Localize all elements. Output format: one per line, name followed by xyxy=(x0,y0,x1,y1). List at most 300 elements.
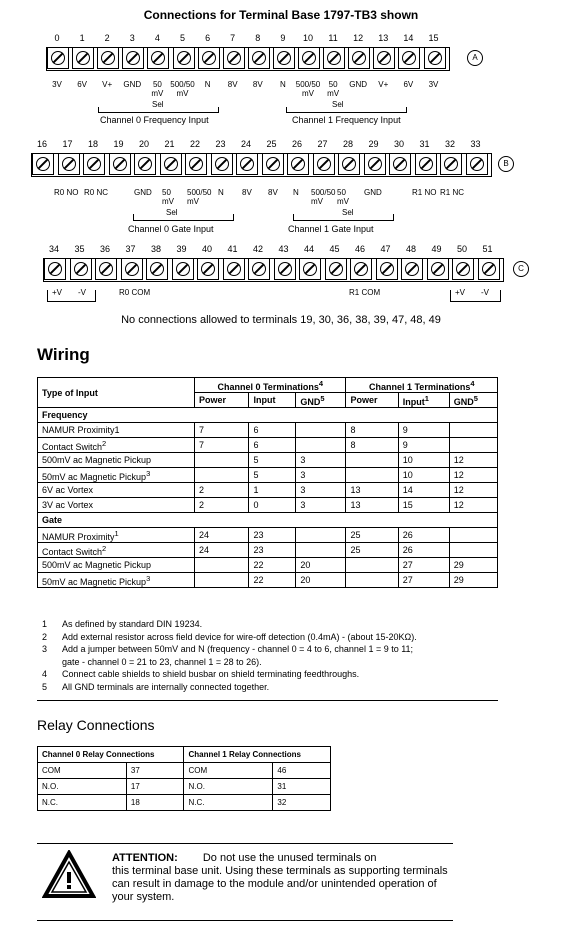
terminal-number: 10 xyxy=(302,33,313,43)
screw-head xyxy=(101,51,115,65)
footnote-text: Add a jumper between 50mV and N (frequency - channel 0 = 4 to 6, channel 1 = 9 to 11; xyxy=(62,644,414,654)
screw-head xyxy=(177,51,191,65)
screw-head xyxy=(189,157,203,171)
terminal-cell: 25 xyxy=(346,543,398,558)
terminal-screw xyxy=(424,47,446,69)
terminal-number: 24 xyxy=(240,139,251,149)
terminal-screw xyxy=(398,47,420,69)
minus-v-label: -V xyxy=(481,288,489,297)
footnote-text: As defined by standard DIN 19234. xyxy=(62,619,203,629)
relay-header-ch1: Channel 1 Relay Connections xyxy=(184,747,331,763)
r1-com-label: R1 COM xyxy=(349,288,381,297)
terminal-cell: 3 xyxy=(296,498,346,513)
terminal-number: 35 xyxy=(74,244,85,254)
terminal-cell: 1 xyxy=(249,483,296,498)
terminal-screw xyxy=(44,258,66,280)
footnote-text: All GND terminals are internally connected together. xyxy=(62,681,270,692)
terminal-number: 22 xyxy=(189,139,200,149)
terminal-screw xyxy=(185,153,207,175)
terminal-screw xyxy=(401,258,423,280)
terminal-number: 37 xyxy=(125,244,136,254)
terminal-cell: 2 xyxy=(195,498,249,513)
screw-head xyxy=(402,51,416,65)
terminal-screw xyxy=(350,258,372,280)
terminal-cell: 25 xyxy=(346,528,398,543)
terminal-label: R0 NO xyxy=(54,188,79,197)
terminal-number: 9 xyxy=(280,33,286,43)
group-label: Channel 0 Gate Input xyxy=(128,224,214,234)
sel-label: Sel xyxy=(342,208,354,217)
screw-head xyxy=(291,157,305,171)
table-row xyxy=(38,795,331,811)
terminal-screw xyxy=(298,47,320,69)
table-row xyxy=(38,528,498,543)
terminal-number: 33 xyxy=(470,139,481,149)
footnote-divider xyxy=(37,700,498,701)
screw-head xyxy=(456,262,470,276)
screw-head xyxy=(76,51,90,65)
terminal-cell: 27 xyxy=(398,573,449,588)
terminal-cell: 8 xyxy=(346,438,398,453)
terminal-screw xyxy=(364,153,386,175)
terminal-number: 34 xyxy=(48,244,59,254)
terminal-screw xyxy=(223,47,245,69)
relay-cell: 31 xyxy=(273,779,331,795)
terminal-screw xyxy=(248,258,270,280)
page-title: Connections for Terminal Base 1797-TB3 shown xyxy=(143,8,419,22)
terminal-number: 8 xyxy=(255,33,261,43)
bracket-line xyxy=(98,112,218,113)
terminal-number: 2 xyxy=(104,33,110,43)
terminal-label: 500/50 mV xyxy=(295,80,321,98)
terminal-screw xyxy=(32,153,54,175)
terminal-cell: 22 xyxy=(249,573,296,588)
terminal-screw xyxy=(47,47,69,69)
terminal-number: 41 xyxy=(227,244,238,254)
terminal-number: 27 xyxy=(317,139,328,149)
terminal-cell xyxy=(449,543,497,558)
bracket-line xyxy=(450,290,451,302)
terminal-cell: 20 xyxy=(296,573,346,588)
terminal-cell xyxy=(195,573,249,588)
bracket-line xyxy=(218,107,219,113)
terminal-label: GND xyxy=(123,80,142,89)
terminal-label: 500/50 mV xyxy=(311,188,336,206)
relay-cell: N.O. xyxy=(38,779,127,795)
terminal-cell xyxy=(346,468,398,483)
terminal-screw xyxy=(223,258,245,280)
screw-head xyxy=(278,262,292,276)
relay-cell: N.C. xyxy=(184,795,273,811)
group-label: Channel 1 Frequency Input xyxy=(292,115,401,125)
screw-head xyxy=(87,157,101,171)
terminal-number: 23 xyxy=(215,139,226,149)
terminal-cell: 7 xyxy=(195,423,249,438)
terminal-number: 51 xyxy=(482,244,493,254)
screw-head xyxy=(113,157,127,171)
terminal-number: 25 xyxy=(266,139,277,149)
terminal-cell: 6 xyxy=(249,438,296,453)
terminal-cell xyxy=(346,573,398,588)
screw-head xyxy=(327,51,341,65)
screw-head xyxy=(405,262,419,276)
input-type-cell: 3V ac Vortex xyxy=(38,498,195,513)
terminal-screw xyxy=(273,47,295,69)
bracket-line xyxy=(98,107,99,113)
footnote-number: 2 xyxy=(42,631,48,642)
screw-head xyxy=(151,51,165,65)
terminal-screw xyxy=(211,153,233,175)
screw-head xyxy=(240,157,254,171)
screw-head xyxy=(277,51,291,65)
terminal-number: 4 xyxy=(154,33,160,43)
input-type-cell: NAMUR Proximity1 xyxy=(38,423,195,438)
terminal-screw xyxy=(147,47,169,69)
terminal-number: 48 xyxy=(405,244,416,254)
screw-head xyxy=(342,157,356,171)
terminal-cell xyxy=(449,438,497,453)
row-letter: B xyxy=(498,156,514,172)
terminal-screw xyxy=(299,258,321,280)
table-row xyxy=(38,543,498,558)
terminal-cell xyxy=(296,423,346,438)
input-type-cell: 50mV ac Magnetic Pickup$^3$ xyxy=(38,468,195,483)
terminal-number: 46 xyxy=(354,244,365,254)
terminal-screw xyxy=(58,153,80,175)
screw-head xyxy=(51,51,65,65)
table-row xyxy=(38,438,498,453)
relay-cell: 46 xyxy=(273,763,331,779)
terminal-number: 3 xyxy=(129,33,135,43)
relay-heading: Relay Connections xyxy=(37,717,155,733)
terminal-screw xyxy=(83,153,105,175)
terminal-number: 17 xyxy=(62,139,73,149)
terminal-screw xyxy=(172,258,194,280)
screw-head xyxy=(227,262,241,276)
footnote-number: 5 xyxy=(42,681,48,692)
terminal-number: 30 xyxy=(393,139,404,149)
terminal-cell: 20 xyxy=(296,558,346,573)
plus-v-label: +V xyxy=(455,288,466,297)
terminal-label: GND xyxy=(364,188,382,197)
sel-label: Sel xyxy=(166,208,178,217)
terminal-cell: 10 xyxy=(398,453,449,468)
terminal-screw xyxy=(121,258,143,280)
terminal-strip xyxy=(43,258,504,282)
footnote-number: 3 xyxy=(42,644,48,654)
terminal-cell: 29 xyxy=(449,558,497,573)
screw-head xyxy=(354,262,368,276)
terminal-screw xyxy=(323,47,345,69)
terminal-screw xyxy=(262,153,284,175)
terminal-number: 42 xyxy=(252,244,263,254)
table-row xyxy=(38,573,498,588)
screw-head xyxy=(393,157,407,171)
terminal-cell xyxy=(195,558,249,573)
footnote-number: 4 xyxy=(42,669,48,679)
input-type-cell: NAMUR Proximity$^1$ xyxy=(38,528,195,543)
terminal-cell: 2 xyxy=(195,483,249,498)
terminal-cell: 3 xyxy=(296,453,346,468)
warning-icon xyxy=(42,850,96,900)
terminal-cell: 12 xyxy=(449,453,497,468)
screw-head xyxy=(303,262,317,276)
no-connections-note: No connections allowed to terminals 19, 30, 36, 38, 39, 47, 48, 49 xyxy=(121,314,441,326)
terminal-number: 5 xyxy=(179,33,185,43)
terminal-label: 500/50 mV xyxy=(187,188,212,206)
terminal-number: 39 xyxy=(176,244,187,254)
terminal-number: 12 xyxy=(353,33,364,43)
terminal-screw xyxy=(72,47,94,69)
input-type-cell: 50mV ac Magnetic Pickup$^3$ xyxy=(38,573,195,588)
relay-cell: COM xyxy=(184,763,273,779)
table-row xyxy=(38,468,498,483)
wiring-table xyxy=(37,377,498,588)
terminal-cell: 24 xyxy=(195,528,249,543)
terminal-screw xyxy=(122,47,144,69)
screw-head xyxy=(428,51,442,65)
terminal-screw xyxy=(134,153,156,175)
relay-cell: 17 xyxy=(126,779,184,795)
terminal-label: R1 NO xyxy=(412,188,437,197)
terminal-number: 29 xyxy=(368,139,379,149)
terminal-label: GND xyxy=(349,80,368,89)
terminal-screw xyxy=(338,153,360,175)
terminal-cell: 9 xyxy=(398,438,449,453)
terminal-screw xyxy=(466,153,488,175)
screw-head xyxy=(99,262,113,276)
terminal-screw xyxy=(97,47,119,69)
terminal-cell xyxy=(346,558,398,573)
terminal-number: 40 xyxy=(201,244,212,254)
terminal-number: 19 xyxy=(113,139,124,149)
table-row xyxy=(38,453,498,468)
screw-head xyxy=(444,157,458,171)
terminal-cell: 23 xyxy=(249,543,296,558)
terminal-label: 6V xyxy=(403,80,414,89)
terminal-number: 6 xyxy=(205,33,211,43)
divider-bottom xyxy=(37,920,453,921)
terminal-cell: 7 xyxy=(195,438,249,453)
screw-head xyxy=(164,157,178,171)
relay-cell: 32 xyxy=(273,795,331,811)
sub-input: Input xyxy=(249,393,296,408)
table-row xyxy=(38,558,498,573)
terminal-cell: 8 xyxy=(346,423,398,438)
terminal-cell xyxy=(296,438,346,453)
terminal-cell: 9 xyxy=(398,423,449,438)
input-type-cell: 500mV ac Magnetic Pickup xyxy=(38,558,195,573)
terminal-label: R1 NC xyxy=(440,188,465,197)
sub-power: Power xyxy=(346,393,398,408)
header-type: Type of Input xyxy=(38,378,195,408)
screw-head xyxy=(377,51,391,65)
terminal-screw xyxy=(146,258,168,280)
relay-cell: COM xyxy=(38,763,127,779)
sel-label: Sel xyxy=(152,100,164,109)
terminal-label: 50 mV xyxy=(327,80,340,98)
bracket-line xyxy=(450,301,500,302)
screw-head xyxy=(74,262,88,276)
terminal-screw xyxy=(197,258,219,280)
bracket-line xyxy=(47,301,95,302)
relay-cell: N.C. xyxy=(38,795,127,811)
screw-head xyxy=(138,157,152,171)
screw-head xyxy=(302,51,316,65)
terminal-label: R0 NC xyxy=(84,188,109,197)
sub-input: Input$^1$ xyxy=(398,393,449,408)
terminal-screw xyxy=(478,258,500,280)
terminal-cell xyxy=(296,528,346,543)
terminal-number: 21 xyxy=(164,139,175,149)
screw-head xyxy=(36,157,50,171)
terminal-label: 3V xyxy=(52,80,62,89)
table-row xyxy=(38,498,498,513)
screw-head xyxy=(62,157,76,171)
terminal-number: 45 xyxy=(329,244,340,254)
wiring-heading: Wiring xyxy=(37,345,90,364)
screw-head xyxy=(352,51,366,65)
terminal-screw xyxy=(287,153,309,175)
terminal-number: 38 xyxy=(150,244,161,254)
terminal-cell: 22 xyxy=(249,558,296,573)
terminal-cell: 15 xyxy=(398,498,449,513)
terminal-cell xyxy=(449,528,497,543)
bracket-line xyxy=(233,214,234,221)
terminal-cell: 23 xyxy=(249,528,296,543)
terminal-strip xyxy=(31,153,492,177)
terminal-label: 500/50 mV xyxy=(170,80,195,98)
terminal-number: 15 xyxy=(428,33,439,43)
terminal-screw xyxy=(348,47,370,69)
terminal-number: 0 xyxy=(54,33,60,43)
terminal-screw xyxy=(173,47,195,69)
sub-gnd: GND$^5$ xyxy=(449,393,497,408)
terminal-cell: 13 xyxy=(346,498,398,513)
divider-top xyxy=(37,843,453,844)
terminal-label: N xyxy=(293,188,299,197)
bracket-line xyxy=(133,220,233,221)
terminal-label: V+ xyxy=(378,80,389,89)
sel-label: Sel xyxy=(332,100,344,109)
bracket-line xyxy=(286,107,287,113)
terminal-cell: 5 xyxy=(249,468,296,483)
bracket-line xyxy=(500,290,501,302)
terminal-cell: 6 xyxy=(249,423,296,438)
screw-head xyxy=(470,157,484,171)
terminal-number: 43 xyxy=(278,244,289,254)
terminal-label: GND xyxy=(134,188,152,197)
screw-head xyxy=(380,262,394,276)
terminal-number: 36 xyxy=(99,244,110,254)
footnote-number: 1 xyxy=(42,619,48,629)
bracket-line xyxy=(133,214,134,221)
terminal-number: 16 xyxy=(36,139,47,149)
input-type-cell: Contact Switch$^2$ xyxy=(38,438,195,453)
terminal-screw xyxy=(160,153,182,175)
terminal-screw xyxy=(427,258,449,280)
terminal-cell: 13 xyxy=(346,483,398,498)
terminal-screw xyxy=(373,47,395,69)
relay-cell: 37 xyxy=(126,763,184,779)
terminal-number: 7 xyxy=(230,33,236,43)
table-row xyxy=(38,483,498,498)
terminal-cell: 29 xyxy=(449,573,497,588)
row-letter: A xyxy=(467,50,483,66)
terminal-label: 50 mV xyxy=(151,80,164,98)
terminal-label: 3V xyxy=(428,80,439,89)
terminal-screw xyxy=(440,153,462,175)
footnote-text: Connect cable shields to shield busbar on shield terminating feedthroughs. xyxy=(62,669,360,679)
terminal-cell xyxy=(346,453,398,468)
screw-head xyxy=(202,51,216,65)
screw-head xyxy=(329,262,343,276)
plus-v-label: +V xyxy=(52,288,63,297)
footnote-text: Add external resistor across field device for wire-off detection (0.4mA) - (about 15-20KΩ). xyxy=(62,631,417,642)
terminal-number: 13 xyxy=(378,33,389,43)
terminal-cell: 14 xyxy=(398,483,449,498)
screw-head xyxy=(48,262,62,276)
table-row xyxy=(38,763,331,779)
input-type-cell: 500mV ac Magnetic Pickup xyxy=(38,453,195,468)
terminal-label: 6V xyxy=(77,80,87,89)
terminal-cell: 5 xyxy=(249,453,296,468)
terminal-cell: 10 xyxy=(398,468,449,483)
terminal-label: N xyxy=(280,80,286,89)
screw-head xyxy=(227,51,241,65)
terminal-label: 8V xyxy=(252,80,263,89)
group-label: Channel 0 Frequency Input xyxy=(100,115,209,125)
terminal-screw xyxy=(274,258,296,280)
terminal-screw xyxy=(415,153,437,175)
screw-head xyxy=(215,157,229,171)
header-ch1: Channel 1 Terminations$^4$ xyxy=(346,378,498,393)
terminal-cell xyxy=(449,423,497,438)
input-type-cell: Contact Switch$^2$ xyxy=(38,543,195,558)
terminal-number: 28 xyxy=(342,139,353,149)
terminal-number: 1 xyxy=(79,33,85,43)
terminal-number: 26 xyxy=(291,139,302,149)
terminal-number: 11 xyxy=(328,33,338,43)
terminal-number: 47 xyxy=(380,244,391,254)
terminal-number: 50 xyxy=(456,244,467,254)
relay-cell: N.O. xyxy=(184,779,273,795)
screw-head xyxy=(368,157,382,171)
group-label: Channel 1 Gate Input xyxy=(288,224,374,234)
screw-head xyxy=(125,262,139,276)
bracket-line xyxy=(393,214,394,221)
terminal-label: V+ xyxy=(102,80,113,89)
bracket-line xyxy=(286,112,406,113)
terminal-cell: 12 xyxy=(449,498,497,513)
table-row xyxy=(38,423,498,438)
terminal-label: 50 mV xyxy=(162,188,174,206)
screw-head xyxy=(252,262,266,276)
terminal-screw xyxy=(95,258,117,280)
bracket-line xyxy=(95,290,96,302)
terminal-cell: 24 xyxy=(195,543,249,558)
footnote-text: gate - channel 0 = 21 to 23, channel 1 = 28 to 26). xyxy=(62,656,262,667)
terminal-number: 44 xyxy=(303,244,314,254)
terminal-number: 49 xyxy=(431,244,442,254)
screw-head xyxy=(431,262,445,276)
terminal-screw xyxy=(325,258,347,280)
terminal-cell xyxy=(195,468,249,483)
bracket-line xyxy=(47,290,48,302)
minus-v-label: -V xyxy=(78,288,86,297)
screw-head xyxy=(419,157,433,171)
terminal-screw xyxy=(376,258,398,280)
